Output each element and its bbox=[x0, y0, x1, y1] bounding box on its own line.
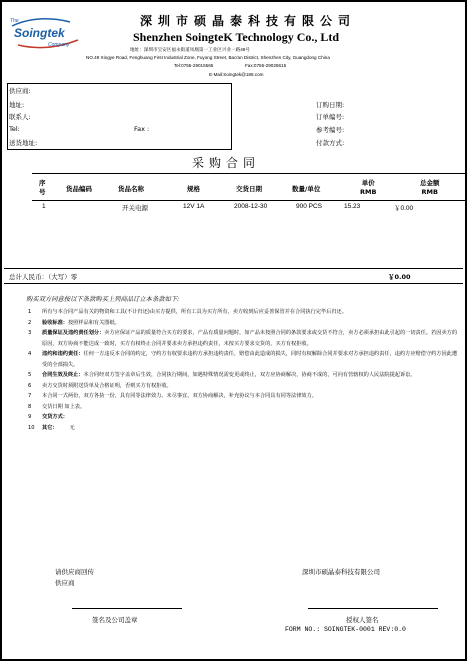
cell-total: ￥0.00 bbox=[394, 205, 414, 212]
buyer-company-name: 深圳市硕晶泰科技有限公司 bbox=[302, 568, 380, 576]
col-header-total: 总金额 RMB bbox=[420, 179, 440, 196]
supplier-label: 供应商 bbox=[55, 579, 75, 587]
total-value: ￥0.00 bbox=[388, 273, 411, 281]
company-address-cn: 地址：深圳市宝安区福永街道凤凰第一工业区兴业一路49号 bbox=[130, 47, 250, 52]
company-email: E-Mail:Soingtek@188.com bbox=[209, 72, 264, 77]
table-row bbox=[2, 203, 465, 215]
col-header-spec: 规格 bbox=[187, 185, 200, 193]
col-header-qty: 数量/单位 bbox=[292, 185, 321, 193]
company-fax: Fax:0755-29029615 bbox=[245, 63, 287, 68]
logo-name-text: Soingtek bbox=[14, 26, 65, 40]
total-label: 总计人民币：（大写）零 bbox=[9, 273, 78, 281]
reference-number-label: 参考编号: bbox=[316, 126, 345, 134]
term-item: 2 验收标准：按照样品和有关图纸。 bbox=[28, 319, 120, 326]
term-item: 9 交货方式： bbox=[28, 414, 68, 420]
supplier-company-label: 供应商: bbox=[9, 87, 31, 95]
buyer-signature-line bbox=[308, 608, 438, 609]
cell-name: 开关电源 bbox=[122, 205, 148, 212]
company-tel: Tel:0755-29015565 bbox=[174, 63, 214, 68]
form-number: FORM NO.: SOINGTEK-0001 REV:0.0 bbox=[285, 626, 406, 633]
cell-delivery: 2008-12-30 bbox=[234, 203, 268, 210]
cell-unit-price: 15.23 bbox=[344, 203, 361, 210]
order-date-label: 订购日期: bbox=[316, 101, 345, 109]
table-top-line bbox=[32, 173, 465, 174]
term-item: 8 交货日期 如上表。 bbox=[28, 403, 86, 410]
logo-the-text: The bbox=[10, 18, 19, 24]
supplier-contact-label: 联系人: bbox=[9, 113, 31, 121]
supplier-info-box bbox=[7, 83, 232, 150]
supplier-fax-label: Fax : bbox=[134, 125, 150, 133]
supplier-signature-label: 签名及公司盖章 bbox=[92, 616, 138, 624]
term-item: 4 违约和违约责任：任何一方违反本合同的约定，守约方有权要求违约方承担违约责任，赔偿由此造成的损失，同时有权解除合同并要求对方承担违约责任，违约方应赔偿守约方因此遭受的全部损失。 bbox=[28, 351, 458, 368]
col-header-code: 货品编码 bbox=[66, 185, 92, 193]
term-item: 5 合同生效及终止：本合同经双方签字盖章后生效，合同执行期间，如遇特殊情况需变更或终止，双方应协商解决，协商不成的，可向有管辖权的人民法院提起诉讼。 bbox=[28, 372, 416, 378]
cell-spec: 12V 1A bbox=[183, 203, 205, 210]
company-name-cn: 深圳市硕晶泰科技有限公司 bbox=[140, 14, 357, 28]
term-item: 7 本合同一式两份，双方各执一份，具有同等法律效力。未尽事宜，双方协商解决，补充协议与本合同具有同等法律效力。 bbox=[28, 393, 317, 399]
cell-seq: 1 bbox=[42, 203, 46, 210]
logo-company-text: Company bbox=[48, 42, 70, 48]
company-logo bbox=[8, 12, 88, 52]
supplier-delivery-label: 送货地址: bbox=[9, 139, 38, 147]
term-item: 6 卖方交货时须附送货单及合格证明，否则买方有权拒收。 bbox=[28, 382, 172, 389]
company-name-en: Shenzhen SoingteK Technology Co., Ltd bbox=[133, 30, 340, 44]
order-number-label: 订单编号: bbox=[316, 113, 345, 121]
term-item: 3 质量保证及违约责任划分：卖方应保证产品的质量符合买方的要求，产品有质量问题时，如产品未按照合同的条款要求或交货不符合，卖方必须承担由此引起的一切责任。若因卖方的原因，双方协商不能达成一致时，买方有权终止合同并要求卖方承担违约责任，未按买方要求交货的，买方有权拒收。 bbox=[28, 330, 458, 347]
table-header-line bbox=[32, 200, 465, 201]
col-header-name: 货品名称 bbox=[118, 185, 144, 193]
supplier-address-label: 地址: bbox=[9, 101, 25, 109]
buyer-signature-label: 授权人签名 bbox=[346, 616, 379, 624]
document-title: 采购合同 bbox=[192, 156, 261, 170]
supplier-signature-line bbox=[72, 608, 182, 609]
term-item: 10 其它： 无 bbox=[28, 424, 75, 431]
supplier-tel-label: Tel: bbox=[9, 125, 20, 133]
total-top-line bbox=[4, 268, 463, 269]
term-item: 1 所有与本合同产品有关的物资和工具(不计归还)由买方提供，所有工具为买方所有，卖方收到后应妥善保管并在合同执行完毕后归还。 bbox=[28, 309, 347, 315]
col-header-unit-price: 单价 RMB bbox=[360, 179, 377, 196]
terms-heading: 购买双方同意按以下条款购买上列商品订立本条款如下: bbox=[26, 296, 180, 303]
payment-method-label: 付款方式: bbox=[316, 139, 345, 147]
supplier-return-note: 请供应商回传 bbox=[55, 568, 94, 576]
col-header-delivery: 交货日期 bbox=[236, 185, 262, 193]
col-header-seq: 序 号 bbox=[39, 179, 46, 196]
company-address-en: NO.49 Xingye Road, Fenghuang First Industrial Zone, Fuyong Street, Bao'an District, Shenzhen City, Guangdong China bbox=[86, 55, 330, 60]
terms-list bbox=[28, 307, 458, 433]
total-bottom-line bbox=[4, 283, 463, 284]
cell-qty: 900 PCS bbox=[296, 203, 323, 210]
